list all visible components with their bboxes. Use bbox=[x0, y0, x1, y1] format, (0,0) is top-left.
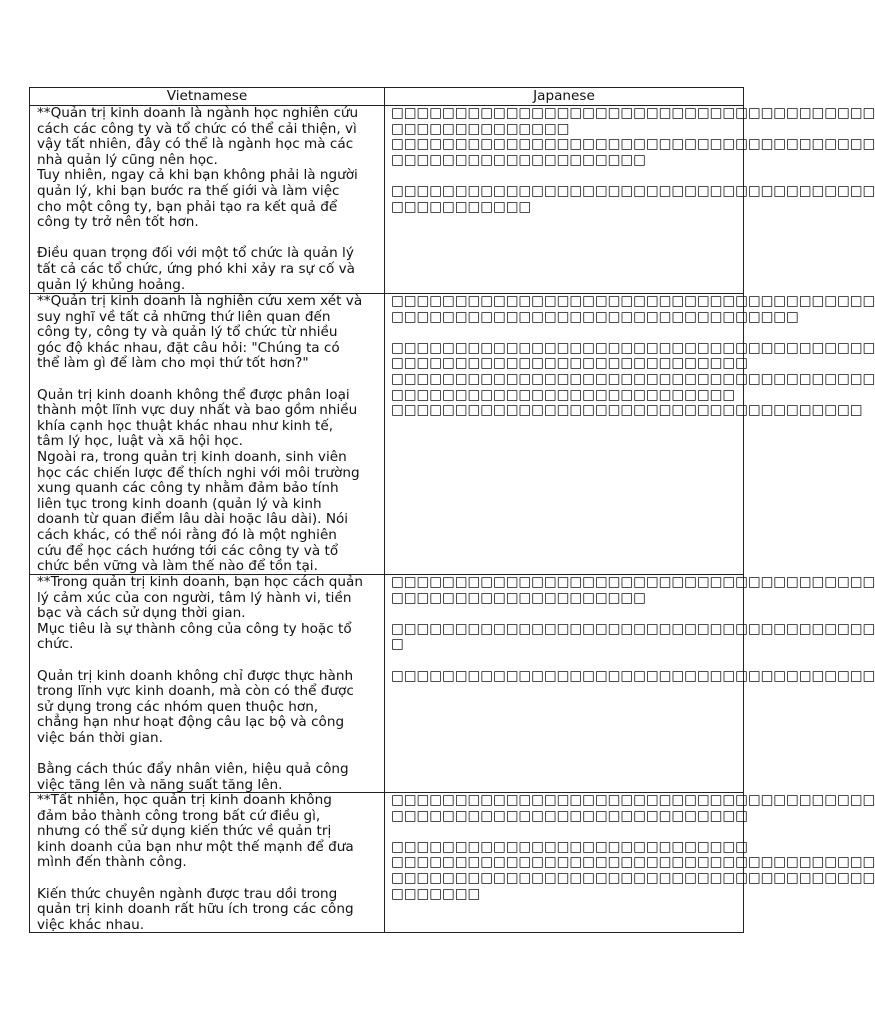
japanese-cell: □□□□□□□□□□□□□□□□□□□□□□□□□□□□□□□□□□□□□□ □□□□□□□□□□□□□□□□□□□□□□□□□□□□ □□□□□□□□□□□□□□□□□□□□□□□□□□□□ □□□□□□□□□□□□□□□□□□□□□□□□□□□□□□□□□□□□□□ □□□□□□□□□□□□□□□□□□□□□□□□□□□□□□□□□□□□□□ □□□□□□□ bbox=[391, 792, 875, 902]
japanese-cell: □□□□□□□□□□□□□□□□□□□□□□□□□□□□□□□□□□□□□□ □□□□□□□□□□□□□□□□□□□□ □□□□□□□□□□□□□□□□□□□□□□□□□□□□□□□□□□□□□□ □ □□□□□□□□□□□□□□□□□□□□□□□□□□□□□□□□□□□□□□ bbox=[391, 574, 875, 684]
vietnamese-cell: **Quản trị kinh doanh là nghiên cứu xem xét và suy nghĩ về tất cả những thứ liên quan đến công ty, công ty và quản lý tổ chức từ nhiều góc độ khác nhau, đặt câu hỏi: "Chúng ta có thể làm gì để làm cho mọi thứ tốt hơn?" Quản trị kinh doanh không thể được phân loại thành một lĩnh vực duy nhất và bao gồm nhiều khía cạnh học thuật khác nhau như kinh tế, tâm lý học, luật và xã hội học. Ngoài ra, trong quản trị kinh doanh, sinh viên học các chiến lược để thích nghi với môi trường xung quanh các công ty nhằm đảm bảo tính liên tục trong kinh doanh (quản lý và kinh doanh từ quan điểm lâu dài hoặc lâu dài). Nói cách khác, có thể nói rằng đó là một nghiên cứu để học cách hướng tới các công ty và tổ chức bền vững và làm thế nào để tồn tại. bbox=[30, 294, 385, 574]
japanese-cell: □□□□□□□□□□□□□□□□□□□□□□□□□□□□□□□□□□□□□□ □□□□□□□□□□□□□□ □□□□□□□□□□□□□□□□□□□□□□□□□□□□□□□□□□□□□□ □□□□□□□□□□□□□□□□□□□□ □□□□□□□□□□□□□□□□□□□□□□□□□□□□□□□□□□□□□□ □□□□□□□□□□□ bbox=[391, 105, 875, 215]
header-vietnamese: Vietnamese bbox=[30, 88, 385, 105]
table-row bbox=[30, 792, 875, 933]
header-japanese: Japanese bbox=[533, 88, 595, 104]
table-row bbox=[30, 574, 875, 793]
table-header-row bbox=[30, 88, 743, 105]
translation-table bbox=[29, 87, 875, 933]
vietnamese-cell: **Tất nhiên, học quản trị kinh doanh không đảm bảo thành công trong bất cứ điều gì, nhưng có thể sử dụng kiến thức về quản trị kinh doanh của bạn như một thế mạnh để đưa mình đến thành công. Kiến thức chuyên ngành được trau dồi trong quản trị kinh doanh rất hữu ích trong các công việc khác nhau. bbox=[30, 793, 385, 932]
table-row bbox=[30, 293, 875, 575]
japanese-cell: □□□□□□□□□□□□□□□□□□□□□□□□□□□□□□□□□□□□□□ □□□□□□□□□□□□□□□□□□□□□□□□□□□□□□□□ □□□□□□□□□□□□□□□□□□□□□□□□□□□□□□□□□□□□□□ □□□□□□□□□□□□□□□□□□□□□□□□□□□□ □□□□□□□□□□□□□□□□□□□□□□□□□□□□□□□□□□□□□□ □□□□□□□□□□□□□□□□□□□□□□□□□□□ □□□□□□□□□□□□□□□□□□□□□□□□□□□□□□□□□□□□□ bbox=[391, 293, 875, 419]
table-row bbox=[30, 105, 875, 293]
vietnamese-cell: **Trong quản trị kinh doanh, bạn học cách quản lý cảm xúc của con người, tâm lý hành vi, tiền bạc và cách sử dụng thời gian. Mục tiêu là sự thành công của công ty hoặc tổ chức. Quản trị kinh doanh không chỉ được thực hành trong lĩnh vực kinh doanh, mà còn có thể được sử dụng trong các nhóm quen thuộc hơn, chẳng hạn như hoạt động câu lạc bộ và công việc bán thời gian. Bằng cách thúc đẩy nhân viên, hiệu quả công việc tăng lên và năng suất tăng lên. bbox=[30, 575, 385, 792]
vietnamese-cell: **Quản trị kinh doanh là ngành học nghiên cứu cách các công ty và tổ chức có thể cải thiện, vì vậy tất nhiên, đây có thể là ngành học mà các nhà quản lý cũng nên học. Tuy nhiên, ngay cả khi bạn không phải là người quản lý, khi bạn bước ra thế giới và làm việc cho một công ty, bạn phải tạo ra kết quả để công ty trở nên tốt hơn. Điều quan trọng đối với một tổ chức là quản lý tất cả các tổ chức, ứng phó khi xảy ra sự cố và quản lý khủng hoảng. bbox=[30, 106, 385, 293]
